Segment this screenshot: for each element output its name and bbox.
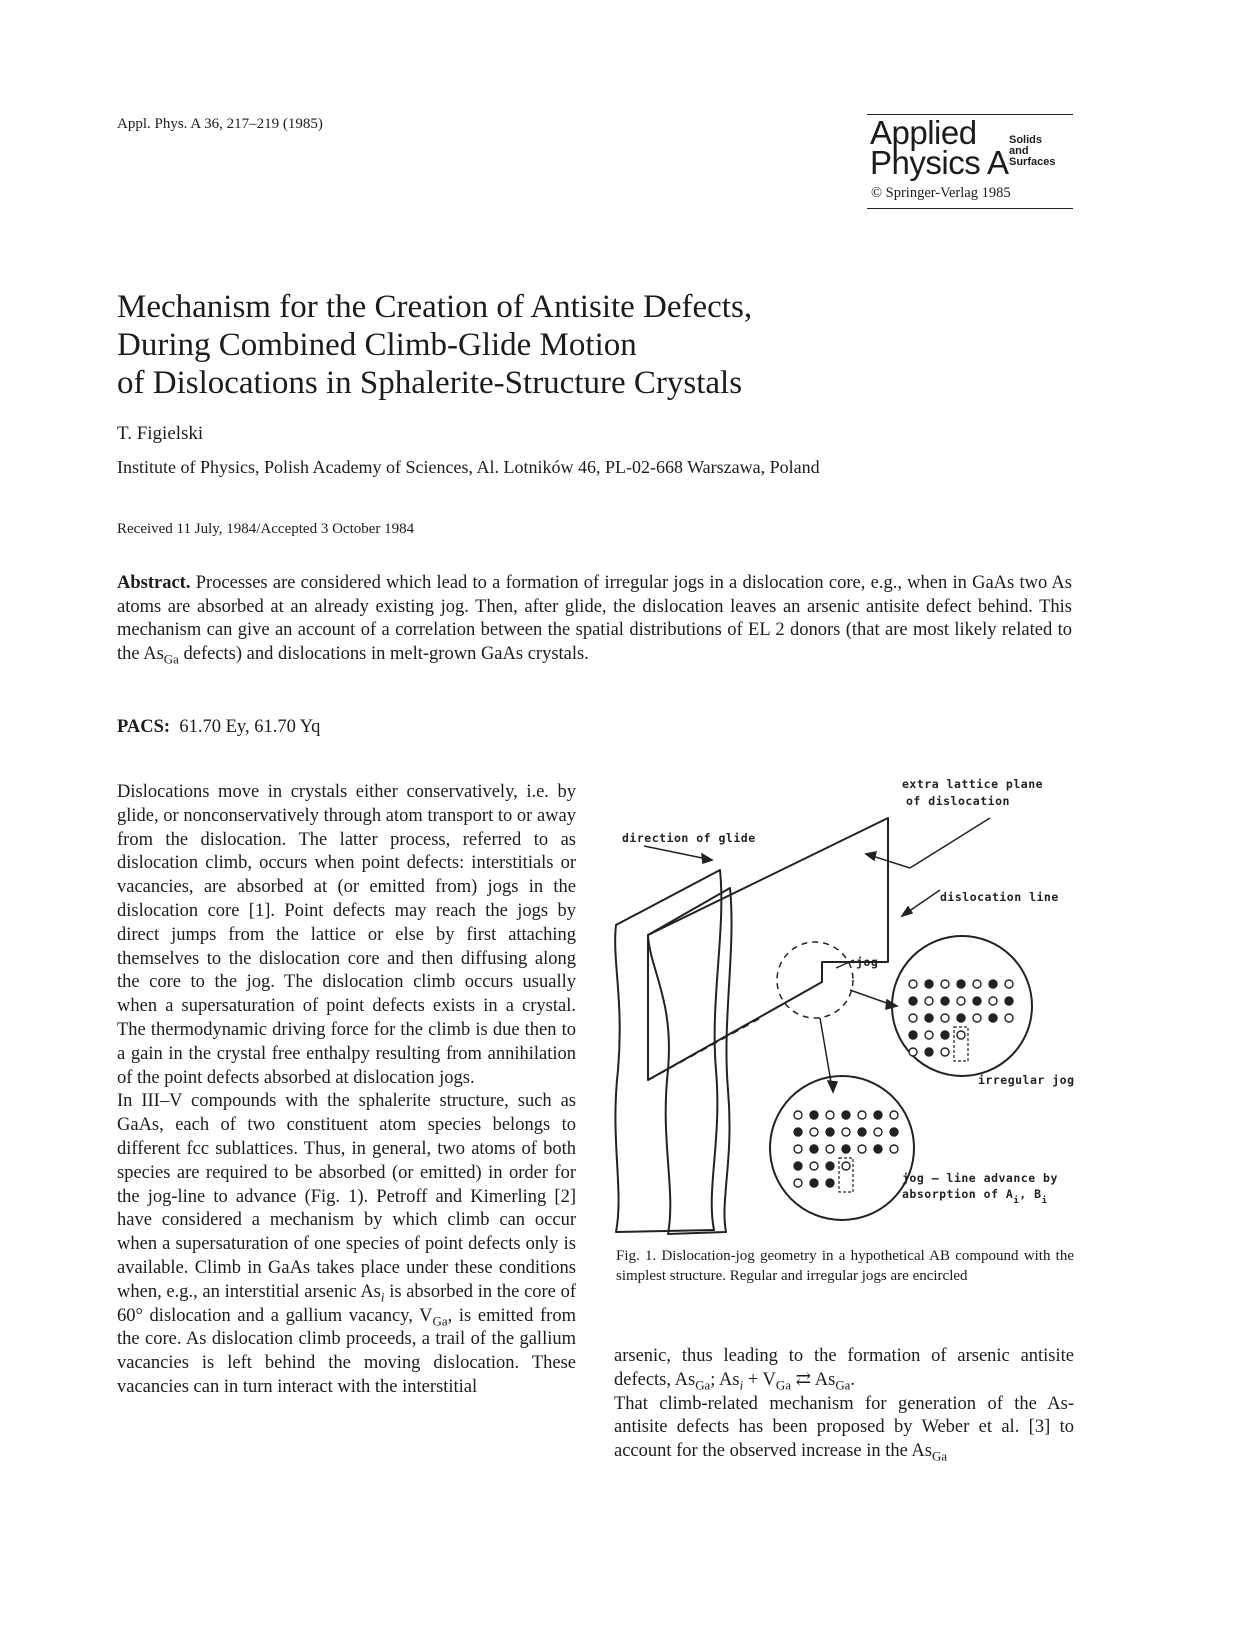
atom-filled [810, 1145, 818, 1153]
atom-open [826, 1145, 834, 1153]
subscript: Ga [835, 1377, 851, 1393]
atom-filled [794, 1128, 802, 1136]
atom-open [957, 1031, 965, 1039]
lattice-advance [794, 1111, 898, 1192]
atom-open [973, 1014, 981, 1022]
paragraph-text: In III–V compounds with the sphalerite structure, such as GaAs, each of two constituent atom species belongs to different fcc sublattices. Thus, in general, two atoms of both species are required to be absorbed (or emitted) in order for the jog-line to advance (Fig. 1). Petroff and Kimerling [2] have considered a mechanism by which climb can occur when a supersaturation of one species of point defects only is available. Climb in GaAs takes place under these conditions when, e.g., an interstitial arsenic As [117, 1091, 576, 1302]
figure-1 [610, 770, 1080, 1245]
atom-open [858, 1111, 866, 1119]
abstract-label: Abstract. [117, 573, 191, 593]
figure-1-drawing [610, 770, 1080, 1245]
atom-filled [890, 1128, 898, 1136]
atom-open [989, 997, 997, 1005]
abstract-text-end: defects) and dislocations in melt-grown GaAs crystals. [178, 643, 589, 664]
logo-wordmark [867, 115, 1073, 181]
logo-subtitle [1009, 135, 1073, 168]
label-advance-1: jog – line advance by [902, 1171, 1058, 1185]
atom-open [810, 1162, 818, 1170]
atom-open [874, 1128, 882, 1136]
title-line: of Dislocations in Sphalerite-Structure Crystals [117, 365, 743, 401]
extra-plane-pointer [910, 818, 990, 868]
label-dislocation-line: dislocation line [940, 890, 1059, 904]
atom-filled [810, 1111, 818, 1119]
atom-filled [909, 1031, 917, 1039]
paragraph: Dislocations move in crystals either conservatively, i.e. by glide, or nonconservatively through atom transport to or away from the dislocation. The latter process, referred to as dislocation climb, occurs when point defects: interstitials or vacancies, are absorbed at (or emitted from) jogs in the dislocation core [1]. Point defects may reach the jogs by direct jumps from the lattice or else by first attaching themselves to the dislocation core and then diffusing along the core to the jog. The dislocation climb occurs usually when a supersaturation of point defects exists in a crystal. The thermodynamic driving force for the climb is due then to a gain in the crystal free enthalpy resulting from annihilation of the point defects absorbed at dislocation jogs. [117, 782, 576, 1088]
label-advance-mid: , B [1019, 1187, 1042, 1201]
glide-arrowhead [702, 854, 712, 863]
atom-filled [874, 1145, 882, 1153]
affiliation: Institute of Physics, Polish Academy of Sciences, Al. Lotników 46, PL-02-668 Warszawa, Poland [117, 457, 820, 477]
paper-title [117, 288, 937, 402]
atom-filled [842, 1145, 850, 1153]
atom-filled [973, 997, 981, 1005]
atom-open [941, 980, 949, 988]
paragraph-text: ; As [710, 1369, 740, 1390]
label-advance-2-text: absorption of A [902, 1187, 1014, 1201]
paragraph-text: . [850, 1369, 856, 1390]
atom-filled [925, 1048, 933, 1056]
atom-open [842, 1128, 850, 1136]
atom-filled [909, 997, 917, 1005]
copyright: © Springer-Verlag 1985 [871, 185, 1011, 201]
regular-jog-circle [777, 942, 853, 1018]
pacs-label: PACS: [117, 717, 171, 737]
atom-filled [957, 1014, 965, 1022]
label-advance-sub2: i [1041, 1196, 1048, 1206]
atom-open [794, 1179, 802, 1187]
body-column-left [117, 781, 576, 1400]
label-advance-2 [902, 1187, 1048, 1206]
figure-caption: Fig. 1. Dislocation-jog geometry in a hypothetical AB compound with the simplest structure. Regular and irregular jogs are encircled [616, 1248, 1074, 1284]
logo-physics-a: Physics A [870, 144, 1009, 181]
paragraph-text: That climb-related mechanism for generation of the As-antisite defects has been proposed by Weber et al. [3] to account for the observed increase in the As [614, 1393, 1074, 1462]
advance-arrowhead [828, 1081, 837, 1092]
logo-and: and [1009, 145, 1029, 157]
atom-filled [941, 1031, 949, 1039]
label-advance-sub1: i [1013, 1196, 1020, 1206]
paragraph-text: is absorbed in the core of 60° dislocation and a gallium vacancy, V [117, 1281, 576, 1326]
atom-filled [925, 980, 933, 988]
atom-filled [1005, 997, 1013, 1005]
paragraph-text: , is emitted from the core. As dislocation climb proceeds, a trail of the gallium vacancies is left behind the moving dislocation. These vacancies can in turn interact with the interstitial [117, 1305, 576, 1397]
logo-surfaces: Surfaces [1009, 156, 1056, 168]
atom-open [842, 1162, 850, 1170]
atom-open [1005, 1014, 1013, 1022]
atom-filled [874, 1111, 882, 1119]
pacs [117, 717, 320, 738]
atom-filled [941, 997, 949, 1005]
atom-open [794, 1111, 802, 1119]
atom-open [909, 1048, 917, 1056]
body-column-right [614, 1345, 1074, 1464]
atom-open [941, 1014, 949, 1022]
title-line: During Combined Climb-Glide Motion [117, 327, 637, 363]
author: T. Figielski [117, 423, 204, 444]
atom-open [1005, 980, 1013, 988]
atom-open [925, 1031, 933, 1039]
atom-filled [810, 1179, 818, 1187]
received-date: Received 11 July, 1984/Accepted 3 October 1984 [117, 521, 415, 537]
atom-open [890, 1145, 898, 1153]
paragraph [117, 1090, 576, 1399]
abstract-text: Processes are considered which lead to a formation of irregular jogs in a dislocation core, e.g., when in GaAs two As atoms are absorbed at an already existing jog. Then, after glide, the dislocation leaves an arsenic antisite defect behind. This mechanism can give an account of a correlation between the spatial distributions of EL 2 donors (that are most likely related to the As [117, 573, 1072, 664]
paragraph-text: arsenic, thus leading to the formation of arsenic antisite defects, As [614, 1346, 1074, 1390]
atom-filled [858, 1128, 866, 1136]
label-jog: jog [856, 955, 879, 969]
logo-bottom-rule [867, 208, 1073, 209]
abstract-subscript: Ga [163, 651, 179, 667]
atom-open [858, 1145, 866, 1153]
extra-plane-arrowhead [866, 852, 876, 860]
subscript: i [380, 1289, 385, 1305]
paragraph [614, 1345, 1074, 1393]
atom-open [941, 1048, 949, 1056]
lattice-irregular [909, 980, 1013, 1061]
subscript: Ga [931, 1448, 948, 1464]
atom-open [826, 1111, 834, 1119]
dislocation-line-arrowhead [902, 907, 912, 916]
pacs-codes: 61.70 Ey, 61.70 Yq [179, 717, 321, 737]
subscript: Ga [432, 1313, 448, 1329]
atom-filled [925, 1014, 933, 1022]
atom-open [890, 1111, 898, 1119]
paragraph-text: ⇄ As [791, 1369, 836, 1390]
atom-open [909, 1014, 917, 1022]
label-extra-plane-1: extra lattice plane [902, 777, 1044, 791]
abstract [117, 572, 1072, 666]
logo-applied: Applied [870, 114, 977, 151]
label-direction-of-glide: direction of glide [622, 831, 756, 845]
atom-open [810, 1128, 818, 1136]
atom-open [794, 1145, 802, 1153]
atom-open [973, 980, 981, 988]
atom-filled [989, 980, 997, 988]
subscript: Ga [775, 1377, 792, 1393]
atom-open [925, 997, 933, 1005]
paragraph-text: + V [743, 1369, 776, 1390]
atom-filled [826, 1128, 834, 1136]
label-extra-plane-2: of dislocation [906, 794, 1010, 808]
paragraph [614, 1393, 1074, 1464]
subscript: i [739, 1377, 744, 1393]
label-irregular-jog: irregular jog [978, 1073, 1075, 1087]
logo-solids: Solids [1009, 134, 1043, 146]
journal-logo [867, 114, 1073, 209]
atom-filled [957, 980, 965, 988]
journal-citation: Appl. Phys. A 36, 217–219 (1985) [117, 116, 323, 132]
atom-open [909, 980, 917, 988]
atom-filled [842, 1111, 850, 1119]
extra-lattice-plane [648, 818, 888, 1080]
atom-filled [794, 1162, 802, 1170]
atom-filled [989, 1014, 997, 1022]
atom-filled [826, 1179, 834, 1187]
atom-filled [826, 1162, 834, 1170]
title-line: Mechanism for the Creation of Antisite Defects, [117, 289, 753, 325]
atom-open [957, 997, 965, 1005]
subscript: Ga [695, 1377, 711, 1393]
